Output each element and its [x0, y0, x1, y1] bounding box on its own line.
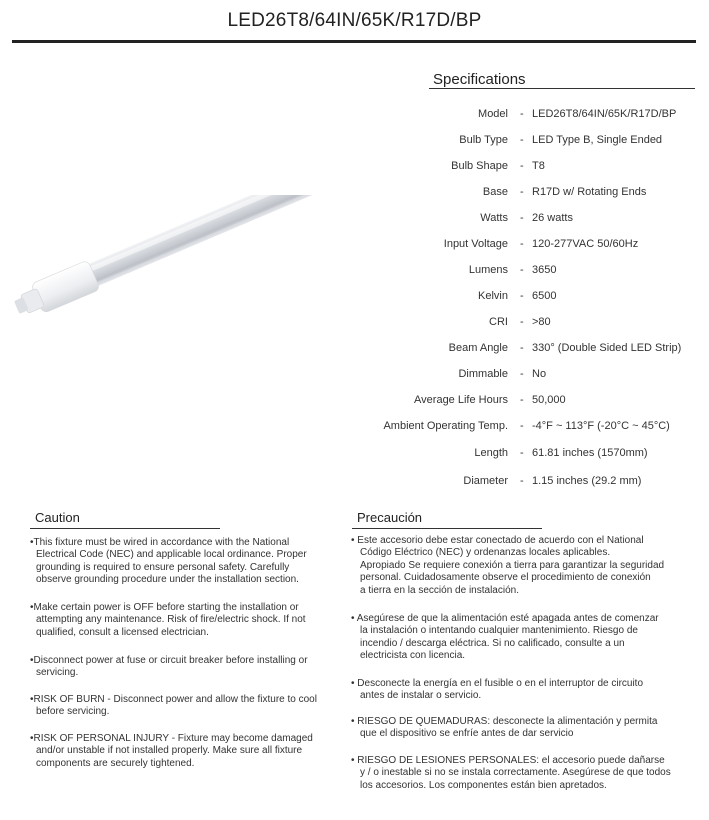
- list-item: •Disconnect power at fuse or circuit breaker before installing or servicing.: [30, 655, 308, 679]
- spec-separator: -: [520, 108, 524, 120]
- spec-row-kelvin: [330, 290, 709, 310]
- spec-value: -4°F ~ 113°F (-20°C ~ 45°C): [532, 420, 670, 432]
- spec-label: Lumens: [468, 264, 508, 276]
- spec-label: Input Voltage: [443, 238, 508, 250]
- list-item: •RISK OF BURN - Disconnect power and allow the fixture to cool before servicing.: [30, 694, 317, 718]
- spec-label: Watts: [480, 212, 508, 224]
- spec-label: CRI: [489, 316, 508, 328]
- spec-label: Base: [482, 186, 508, 198]
- spec-separator: -: [520, 316, 524, 328]
- bullet-text: RIESGO DE LESIONES PERSONALES: el accesorio puede dañarse: [357, 755, 665, 766]
- bullet-text: Electrical Code (NEC) and applicable local ordinance. Proper: [36, 549, 307, 561]
- bullet-text: la instalación o intentando cualquier mantenimiento. Riesgo de: [360, 625, 638, 637]
- spec-row-input-voltage: [330, 238, 709, 258]
- spec-separator: -: [520, 394, 524, 406]
- list-item: • Desconecte la energía en el fusible o en el interruptor de circuito antes de instalar o servicio.: [351, 678, 644, 702]
- spec-row-ambient-operating-temp: [330, 420, 709, 440]
- spec-label: Dimmable: [458, 368, 508, 380]
- bullet-text: Apropiado Se requiere conexión a tierra para garantizar la seguridad: [360, 559, 665, 571]
- spec-label: Model: [478, 108, 508, 120]
- spec-value: No: [532, 368, 547, 380]
- list-item: • RIESGO DE LESIONES PERSONALES: el accesorio puede dañarse y / o inestable si no se instala correctamente. Asegúrese de que todos los accesorios. Los componentes están bien apretados.: [351, 755, 671, 791]
- list-item: •Make certain power is OFF before starting the installation or attempting any maintenance. Risk of fire/electric shock. If not qualified, consult a licensed electrician.: [30, 602, 306, 638]
- bullet-text: observe grounding procedure under the installation section.: [36, 574, 299, 586]
- spec-row-lumens: [330, 264, 709, 284]
- bullet-text: Este accesorio debe estar conectado de acuerdo con el National: [357, 535, 644, 546]
- bullet-text: personal. Cuidadosamente observe el procedimiento de conexión: [360, 572, 651, 584]
- spec-row-length: [330, 447, 709, 467]
- bullet-text: qualified, consult a licensed electrician.: [36, 626, 209, 638]
- spec-value: 6500: [532, 290, 557, 302]
- spec-value: >80: [532, 316, 551, 328]
- spec-value: R17D w/ Rotating Ends: [532, 186, 647, 198]
- caution-divider: [30, 528, 220, 529]
- spec-label: Length: [474, 447, 508, 459]
- precaucion-divider: [352, 528, 542, 529]
- spec-label: Bulb Shape: [451, 160, 508, 172]
- spec-separator: -: [520, 290, 524, 302]
- spec-separator: -: [520, 342, 524, 354]
- bullet-text: servicing.: [36, 667, 79, 679]
- spec-separator: -: [520, 447, 524, 459]
- bullet-text: RIESGO DE QUEMADURAS: desconecte la alimentación y permita: [357, 716, 658, 727]
- bullet-text: a tierra en la sección de instalación.: [360, 584, 519, 596]
- product-title: LED26T8/64IN/65K/R17D/BP: [227, 10, 482, 31]
- bullet-text: electricista con licencia.: [360, 650, 466, 662]
- bullet-text: los accesorios. Los componentes están bien apretados.: [360, 779, 607, 791]
- specifications-heading: Specifications: [433, 71, 526, 88]
- bullet-text: This fixture must be wired in accordance with the National: [33, 537, 290, 548]
- spec-label: Bulb Type: [459, 134, 508, 146]
- bullet-text: attempting any maintenance. Risk of fire/electric shock. If not: [36, 614, 306, 626]
- spec-separator: -: [520, 420, 524, 432]
- spec-value: 26 watts: [532, 212, 573, 224]
- specifications-divider: [429, 88, 695, 89]
- bullet-text: Código Eléctrico (NEC) y ordenanzas locales aplicables.: [360, 547, 611, 559]
- spec-value: 1.15 inches (29.2 mm): [532, 475, 642, 487]
- caution-heading: Caution: [35, 510, 80, 525]
- spec-label: Ambient Operating Temp.: [383, 420, 508, 432]
- spec-row-beam-angle: [330, 342, 709, 362]
- spec-value: LED Type B, Single Ended: [532, 134, 663, 146]
- spec-label: Diameter: [463, 475, 508, 487]
- bullet-text: RISK OF PERSONAL INJURY - Fixture may become damaged: [33, 733, 313, 744]
- bullet-text: y / o inestable si no se instala correctamente. Asegúrese de que todos: [360, 767, 671, 779]
- bullet-text: antes de instalar o servicio.: [360, 690, 482, 702]
- bullet-text: incendio / descarga eléctrica. Si no calificado, consulte a un: [360, 637, 625, 649]
- spec-label: Kelvin: [478, 290, 508, 302]
- spec-value: 120-277VAC 50/60Hz: [532, 238, 639, 250]
- spec-row-model: [330, 108, 709, 128]
- spec-label: Beam Angle: [448, 342, 508, 354]
- spec-separator: -: [520, 160, 524, 172]
- spec-row-bulb-type: [330, 134, 709, 154]
- led-tube-image: [0, 195, 345, 345]
- list-item: •RISK OF PERSONAL INJURY - Fixture may become damaged and/or unstable if not installed properly. Make sure all fixture components are securely tightened.: [30, 733, 313, 769]
- spec-value: 61.81 inches (1570mm): [532, 447, 648, 459]
- spec-separator: -: [520, 238, 524, 250]
- precaucion-heading: Precaución: [357, 510, 423, 525]
- spec-label: Average Life Hours: [414, 394, 508, 406]
- spec-row-bulb-shape: [330, 160, 709, 180]
- bullet-text: RISK OF BURN - Disconnect power and allow the fixture to cool: [33, 694, 317, 705]
- title-divider: [12, 40, 696, 43]
- bullet-text: and/or unstable if not installed properly. Make sure all fixture: [36, 745, 303, 757]
- bullet-text: que el dispositivo se enfríe antes de dar servicio: [360, 728, 574, 740]
- bullet-text: Desconecte la energía en el fusible o en el interruptor de circuito: [357, 678, 644, 689]
- spec-row-average-life-hours: [330, 394, 709, 414]
- bullet-text: components are securely tightened.: [36, 757, 195, 769]
- list-item: •This fixture must be wired in accordance with the National Electrical Code (NEC) and applicable local ordinance. Proper grounding is required to ensure personal safety. Carefully observe grounding procedure under the installation section.: [30, 537, 307, 586]
- spec-value: 330° (Double Sided LED Strip): [532, 342, 682, 354]
- list-item: • RIESGO DE QUEMADURAS: desconecte la alimentación y permita que el dispositivo se enfríe antes de dar servicio: [351, 716, 658, 740]
- spec-separator: -: [520, 264, 524, 276]
- bullet-text: before servicing.: [36, 706, 110, 718]
- spec-value: 50,000: [532, 394, 566, 406]
- bullet-text: Asegúrese de que la alimentación esté apagada antes de comenzar: [356, 613, 659, 624]
- list-item: • Asegúrese de que la alimentación esté apagada antes de comenzar la instalación o intentando cualquier mantenimiento. Riesgo de incendio / descarga eléctrica. Si no calificado, consulte a un electricista con licencia.: [351, 613, 659, 662]
- list-item: • Este accesorio debe estar conectado de acuerdo con el National Código Eléctrico (NEC) y ordenanzas locales aplicables. Apropiado Se requiere conexión a tierra para garantizar la seguridad personal. Cuidadosamente observe el procedimiento de conexión a tierra en la sección de instalación.: [351, 535, 665, 596]
- spec-row-watts: [330, 212, 709, 232]
- spec-value: T8: [532, 160, 545, 172]
- spec-row-diameter: [330, 475, 709, 495]
- spec-separator: -: [520, 212, 524, 224]
- spec-row-dimmable: [330, 368, 709, 388]
- spec-separator: -: [520, 134, 524, 146]
- spec-row-base: [330, 186, 709, 206]
- bullet-text: grounding is required to ensure personal safety. Carefully: [36, 561, 290, 573]
- spec-separator: -: [520, 368, 524, 380]
- bullet-text: Disconnect power at fuse or circuit breaker before installing or: [33, 655, 308, 666]
- spec-row-cri: [330, 316, 709, 336]
- spec-separator: -: [520, 475, 524, 487]
- bullet-text: Make certain power is OFF before starting the installation or: [33, 602, 299, 613]
- spec-value: 3650: [532, 264, 557, 276]
- spec-value: LED26T8/64IN/65K/R17D/BP: [532, 108, 677, 120]
- spec-separator: -: [520, 186, 524, 198]
